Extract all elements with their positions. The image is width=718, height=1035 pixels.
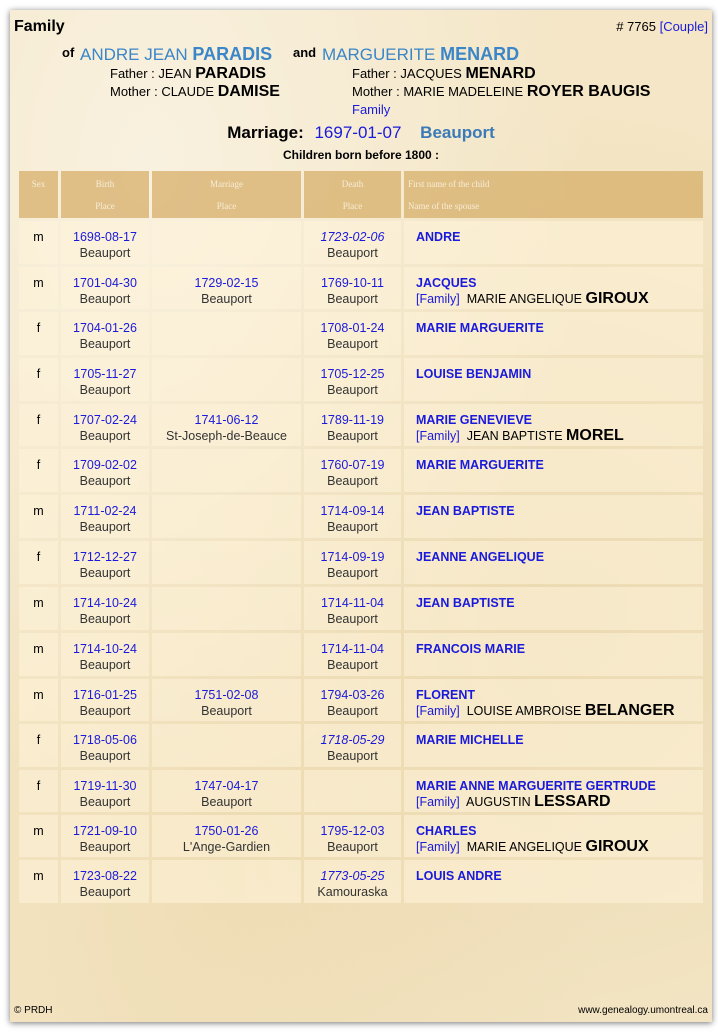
death-date-link[interactable]: 1708-01-24	[320, 321, 385, 335]
wife-mother: Mother : MARIE MADELEINE ROYER BAUGIS	[352, 83, 651, 100]
cell-birth	[61, 267, 149, 309]
table-row	[19, 815, 703, 857]
death-place: Beauport	[327, 612, 378, 626]
cell-sex: f	[19, 541, 58, 584]
table-row	[19, 679, 703, 721]
and-label: and	[293, 45, 317, 60]
wife-last-name: MENARD	[440, 44, 520, 64]
cell-child	[404, 267, 703, 309]
of-label: of	[62, 45, 75, 60]
cell-child	[404, 679, 703, 721]
birth-place: Beauport	[79, 337, 131, 351]
spouse-name: LOUISE AMBROISE BELANGER	[466, 702, 675, 719]
marriage-place: Beauport	[201, 704, 252, 718]
table-row	[19, 770, 703, 812]
death-date-link[interactable]: 1789-11-19	[320, 413, 384, 427]
husband-mother: Mother : CLAUDE DAMISE	[110, 83, 280, 100]
cell-birth	[61, 358, 149, 401]
cell-birth	[61, 860, 149, 903]
cell-sex: m	[19, 267, 58, 309]
cell-marriage	[152, 495, 301, 538]
cell-death	[304, 770, 401, 812]
death-date-link[interactable]: 1723-02-06	[320, 230, 385, 244]
birth-date-link[interactable]: 1698-08-17	[73, 230, 137, 244]
cell-marriage	[152, 860, 301, 903]
cell-sex: m	[19, 221, 58, 264]
cell-death	[304, 633, 401, 676]
cell-marriage	[152, 449, 301, 492]
cell-marriage	[152, 404, 301, 446]
birth-date-link[interactable]: 1709-02-02	[73, 458, 137, 472]
cell-death	[304, 404, 401, 446]
cell-marriage	[152, 541, 301, 584]
spouse-name: AUGUSTIN LESSARD	[466, 793, 611, 810]
child-name-link[interactable]: LOUISE BENJAMIN	[416, 367, 532, 381]
birth-place: Beauport	[79, 704, 131, 718]
table-row	[19, 404, 703, 446]
cell-child	[404, 724, 703, 767]
birth-date-link[interactable]: 1718-05-06	[73, 733, 137, 747]
cell-death	[304, 312, 401, 355]
child-name-link[interactable]: FLORENT	[416, 688, 476, 702]
cell-marriage	[152, 358, 301, 401]
child-name-link[interactable]: JACQUES	[416, 276, 477, 290]
child-name-link[interactable]: CHARLES	[416, 824, 477, 838]
child-family-link[interactable]: [Family]	[416, 840, 460, 854]
cell-sex: m	[19, 860, 58, 903]
death-place: Beauport	[327, 474, 378, 488]
death-place: Beauport	[327, 840, 378, 854]
table-row	[19, 860, 703, 903]
cell-birth	[61, 495, 149, 538]
marriage-date-link[interactable]: 1750-01-26	[194, 824, 259, 838]
birth-place: Beauport	[79, 429, 131, 443]
cell-death	[304, 221, 401, 264]
col-header-sex: Sex	[19, 171, 58, 218]
child-name-link[interactable]: MARIE MARGUERITE	[416, 321, 544, 335]
birth-place: Beauport	[79, 885, 131, 899]
birth-date-link[interactable]: 1714-10-24	[73, 642, 137, 656]
cell-marriage	[152, 312, 301, 355]
cell-marriage	[152, 221, 301, 264]
table-row	[19, 221, 703, 264]
birth-place: Beauport	[79, 749, 131, 763]
husband-last-name: PARADIS	[192, 44, 273, 64]
cell-sex: m	[19, 495, 58, 538]
cell-child	[404, 221, 703, 264]
cell-child	[404, 633, 703, 676]
death-place: Beauport	[327, 292, 378, 306]
death-place: Beauport	[327, 520, 378, 534]
death-place: Beauport	[327, 704, 378, 718]
cell-sex: f	[19, 449, 58, 492]
record-number: # 7765	[616, 19, 656, 34]
husband-father: Father : JEAN PARADIS	[110, 65, 267, 82]
cell-sex: m	[19, 587, 58, 630]
cell-child	[404, 358, 703, 401]
cell-marriage	[152, 815, 301, 857]
husband-name-link[interactable]	[80, 44, 272, 65]
cell-birth	[61, 541, 149, 584]
marriage-place: St-Joseph-de-Beauce	[166, 429, 287, 443]
cell-sex: m	[19, 633, 58, 676]
death-place: Beauport	[327, 429, 378, 443]
birth-place: Beauport	[79, 474, 131, 488]
wife-family-link[interactable]: Family	[352, 102, 391, 117]
death-date-link[interactable]: 1714-11-04	[320, 642, 384, 656]
death-place: Beauport	[327, 383, 378, 397]
death-place: Beauport	[327, 566, 378, 580]
cell-marriage	[152, 770, 301, 812]
child-name-link[interactable]: MARIE MARGUERITE	[416, 458, 544, 472]
cell-marriage	[152, 587, 301, 630]
cell-death	[304, 860, 401, 903]
marriage-place: Beauport	[201, 292, 252, 306]
spouse-name: MARIE ANGELIQUE GIROUX	[466, 838, 649, 855]
birth-date-link[interactable]: 1705-11-27	[73, 367, 137, 381]
cell-birth	[61, 633, 149, 676]
child-family-link[interactable]: [Family]	[416, 795, 460, 809]
cell-birth	[61, 449, 149, 492]
cell-sex: f	[19, 404, 58, 446]
table-row	[19, 495, 703, 538]
cell-marriage	[152, 679, 301, 721]
children-table	[16, 168, 706, 906]
death-place: Beauport	[327, 658, 378, 672]
marriage-date-link[interactable]: 1729-02-15	[194, 276, 259, 290]
cell-child	[404, 495, 703, 538]
birth-date-link[interactable]: 1714-10-24	[73, 596, 137, 610]
table-row	[19, 267, 703, 309]
cell-sex: f	[19, 312, 58, 355]
birth-date-link[interactable]: 1719-11-30	[73, 779, 137, 793]
cell-child	[404, 815, 703, 857]
children-header: Children born before 1800 :	[282, 148, 440, 162]
table-row	[19, 633, 703, 676]
cell-sex: f	[19, 770, 58, 812]
child-name-link[interactable]: LOUIS ANDRE	[416, 869, 502, 883]
child-name-link[interactable]: MARIE MICHELLE	[416, 733, 524, 747]
birth-place: Beauport	[79, 246, 131, 260]
family-sheet	[10, 10, 712, 1022]
table-row	[19, 724, 703, 767]
death-date-link[interactable]: 1773-05-25	[320, 869, 385, 883]
col-header-birth: Birth Place	[61, 171, 149, 218]
col-header-death: Death Place	[304, 171, 401, 218]
marriage-date-link[interactable]: 1747-04-17	[194, 779, 259, 793]
death-date-link[interactable]: 1718-05-29	[320, 733, 385, 747]
cell-marriage	[152, 267, 301, 309]
cell-birth	[61, 312, 149, 355]
table-row	[19, 358, 703, 401]
table-row	[19, 587, 703, 630]
col-header-child: First name of the child Name of the spouse	[404, 171, 703, 218]
col-header-marriage: Marriage Place	[152, 171, 301, 218]
cell-death	[304, 495, 401, 538]
birth-date-link[interactable]: 1716-01-25	[73, 688, 137, 702]
cell-birth	[61, 724, 149, 767]
birth-place: Beauport	[79, 383, 131, 397]
couple-link[interactable]: [Couple]	[659, 19, 708, 34]
spouse-name: MARIE ANGELIQUE GIROUX	[466, 290, 649, 307]
death-date-link[interactable]: 1714-11-04	[320, 596, 384, 610]
marriage-date: 1697-01-07	[314, 123, 402, 142]
copyright: © PRDH	[14, 1005, 53, 1016]
cell-child	[404, 541, 703, 584]
death-date-link[interactable]: 1705-12-25	[320, 367, 385, 381]
cell-death	[304, 815, 401, 857]
birth-date-link[interactable]: 1712-12-27	[73, 550, 137, 564]
marriage-place: Beauport	[420, 123, 495, 142]
cell-marriage	[152, 724, 301, 767]
cell-child	[404, 449, 703, 492]
marriage-place: Beauport	[201, 795, 252, 809]
birth-place: Beauport	[79, 612, 131, 626]
birth-date-link[interactable]: 1701-04-30	[73, 276, 137, 290]
cell-death	[304, 587, 401, 630]
cell-death	[304, 358, 401, 401]
cell-child	[404, 860, 703, 903]
child-name-link[interactable]: JEAN BAPTISTE	[416, 596, 515, 610]
record-id	[616, 19, 708, 34]
marriage-date-link[interactable]: 1741-06-12	[194, 413, 259, 427]
birth-place: Beauport	[79, 840, 131, 854]
child-name-link[interactable]: JEAN BAPTISTE	[416, 504, 515, 518]
birth-place: Beauport	[79, 795, 131, 809]
table-row	[19, 541, 703, 584]
cell-birth	[61, 770, 149, 812]
cell-birth	[61, 404, 149, 446]
death-place: Beauport	[327, 749, 378, 763]
cell-birth	[61, 587, 149, 630]
cell-death	[304, 449, 401, 492]
cell-sex: f	[19, 724, 58, 767]
cell-child	[404, 587, 703, 630]
death-place: Kamouraska	[317, 885, 388, 899]
death-date-link[interactable]: 1714-09-14	[320, 504, 385, 518]
child-name-link[interactable]: ANDRE	[416, 230, 461, 244]
child-name-link[interactable]: JEANNE ANGELIQUE	[416, 550, 545, 564]
death-date-link[interactable]: 1760-07-19	[320, 458, 385, 472]
child-name-link[interactable]: MARIE GENEVIEVE	[416, 413, 532, 427]
cell-marriage	[152, 633, 301, 676]
table-row	[19, 449, 703, 492]
cell-child	[404, 404, 703, 446]
death-place: Beauport	[327, 246, 378, 260]
birth-date-link[interactable]: 1707-02-24	[73, 413, 137, 427]
page-title: Family	[14, 18, 65, 35]
wife-first-name: MARGUERITE	[322, 45, 436, 64]
death-date-link[interactable]: 1794-03-26	[320, 688, 385, 702]
death-date-link[interactable]: 1769-10-11	[320, 276, 384, 290]
cell-death	[304, 267, 401, 309]
birth-place: Beauport	[79, 566, 131, 580]
spouse-name: JEAN BAPTISTE MOREL	[466, 427, 624, 444]
table-header-row	[19, 171, 703, 218]
wife-father: Father : JACQUES MENARD	[352, 65, 536, 82]
child-name-link[interactable]: MARIE ANNE MARGUERITE GERTRUDE	[416, 779, 656, 793]
birth-place: Beauport	[79, 292, 131, 306]
death-date-link[interactable]: 1714-09-19	[320, 550, 385, 564]
cell-child	[404, 312, 703, 355]
child-family-link[interactable]: [Family]	[416, 429, 460, 443]
husband-first-name: ANDRE JEAN	[80, 45, 188, 64]
marriage-date-link[interactable]: 1751-02-08	[194, 688, 259, 702]
cell-sex: f	[19, 358, 58, 401]
child-name-link[interactable]: FRANCOIS MARIE	[416, 642, 526, 656]
site-url: www.genealogy.umontreal.ca	[578, 1005, 708, 1016]
cell-birth	[61, 679, 149, 721]
marriage-line	[10, 123, 712, 143]
birth-date-link[interactable]: 1721-09-10	[73, 824, 137, 838]
birth-date-link[interactable]: 1723-08-22	[73, 869, 137, 883]
child-family-link[interactable]: [Family]	[416, 704, 460, 718]
birth-place: Beauport	[79, 520, 131, 534]
death-place: Beauport	[327, 337, 378, 351]
cell-birth	[61, 815, 149, 857]
birth-date-link[interactable]: 1704-01-26	[73, 321, 137, 335]
marriage-place: L'Ange-Gardien	[182, 840, 271, 854]
cell-death	[304, 541, 401, 584]
cell-death	[304, 724, 401, 767]
cell-sex: m	[19, 679, 58, 721]
birth-date-link[interactable]: 1711-02-24	[73, 504, 137, 518]
cell-birth	[61, 221, 149, 264]
death-date-link[interactable]: 1795-12-03	[320, 824, 385, 838]
child-family-link[interactable]: [Family]	[416, 292, 460, 306]
birth-place: Beauport	[79, 658, 131, 672]
wife-name-link[interactable]	[322, 44, 519, 65]
marriage-label: Marriage:	[227, 123, 304, 142]
cell-death	[304, 679, 401, 721]
cell-sex: m	[19, 815, 58, 857]
table-row	[19, 312, 703, 355]
cell-child	[404, 770, 703, 812]
